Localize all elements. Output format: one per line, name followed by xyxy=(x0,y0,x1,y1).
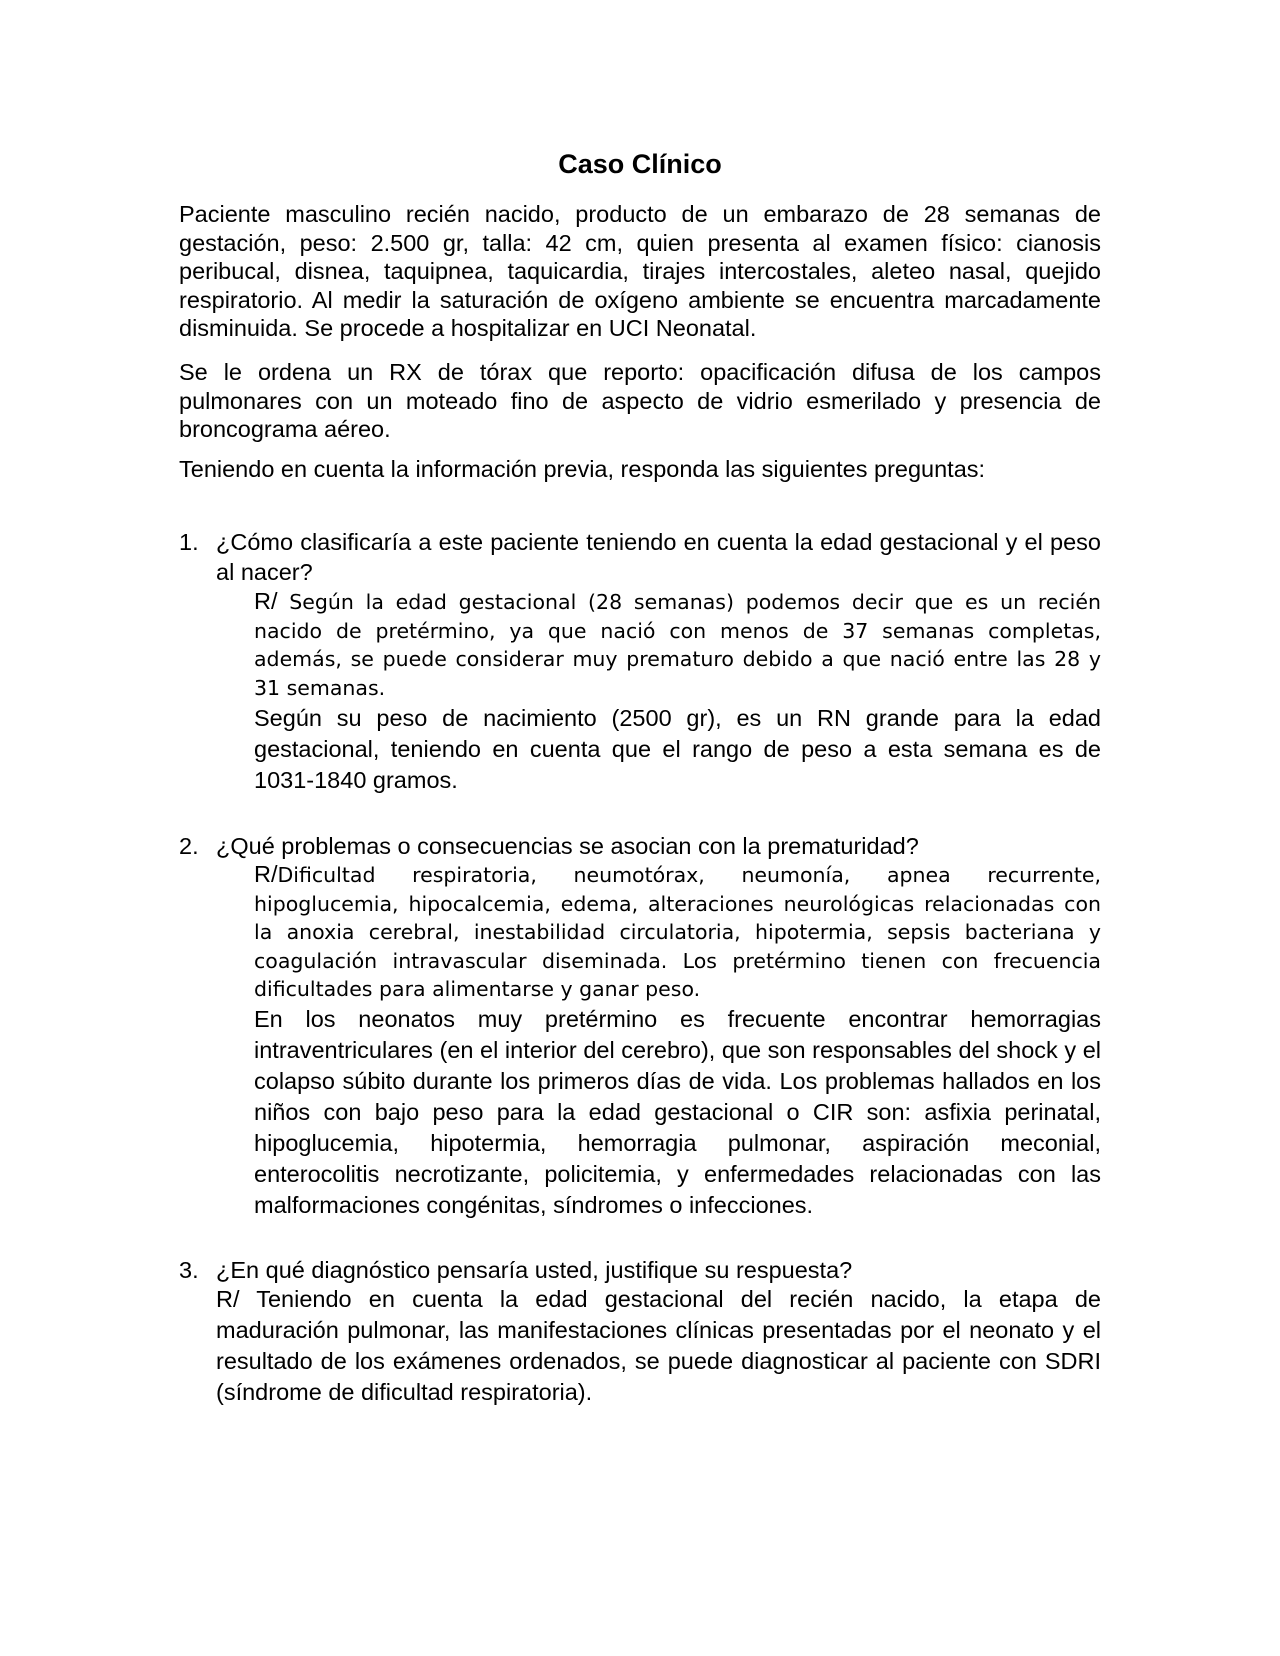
answer-text: En los neonatos muy pretérmino es frecuente encontrar hemorragias intraventriculares (en el interior del cerebro), que son responsables del shock y el colapso súbito durante los primeros días de vida. Los problemas hallados en los niños con bajo peso para la edad gestacional o CIR son: asfixia perinatal, hipoglucemia, hipotermia, hemorragia pulmonar, aspiración meconial, enterocolitis necrotizante, policitemia, y enfermedades relacionadas con las malformaciones congénitas, síndromes o infecciones. xyxy=(254,1006,1101,1218)
answer-label: R/ xyxy=(254,588,278,614)
question-text: ¿Qué problemas o consecuencias se asocian con la prematuridad? xyxy=(216,833,919,859)
answer-label: R/ xyxy=(254,861,278,887)
question-1 xyxy=(179,527,1101,587)
intro-paragraph-case: Paciente masculino recién nacido, producto de un embarazo de 28 semanas de gestación, peso: 2.500 gr, talla: 42 cm, quien presenta al examen físico: cianosis peribucal, disnea, taquipnea, taquicardia, tirajes intercostales, aleteo nasal, quejido respiratorio. Al medir la saturación de oxígeno ambiente se encuentra marcadamente disminuida. Se procede a hospitalizar en UCI Neonatal. xyxy=(179,201,1101,341)
answer-text: Según la edad gestacional (28 semanas) podemos decir que es un recién nacido de pretérmino, ya que nació con menos de 37 semanas completas, además, se puede considerar muy prematuro debido a que nació entre las 28 y 31 semanas. xyxy=(254,590,1101,700)
question-text: ¿En qué diagnóstico pensaría usted, justifique su respuesta? xyxy=(216,1257,853,1283)
answer-2-part-1 xyxy=(254,860,1101,1004)
intro-paragraph-xray: Se le ordena un RX de tórax que reporto: opacificación difusa de los campos pulmonares con un moteado fino de aspecto de vidrio esmerilado y presencia de broncograma aéreo. xyxy=(179,359,1101,442)
question-number: 1. xyxy=(179,529,199,555)
answer-3: R/ Teniendo en cuenta la edad gestacional del recién nacido, la etapa de maduración pulmonar, las manifestaciones clínicas presentadas por el neonato y el resultado de los exámenes ordenados, se puede diagnosticar al paciente con SDRI (síndrome de dificultad respiratoria). xyxy=(216,1286,1101,1405)
question-3 xyxy=(179,1255,1101,1285)
answer-2-part-2 xyxy=(254,1004,1101,1221)
page-title: Caso Clínico xyxy=(558,149,722,179)
question-2 xyxy=(179,831,1101,861)
intro-paragraph-instructions: Teniendo en cuenta la información previa, responda las siguientes preguntas: xyxy=(179,456,986,482)
question-number: 3. xyxy=(179,1257,199,1283)
answer-1-part-1 xyxy=(254,587,1101,702)
question-number: 2. xyxy=(179,833,199,859)
question-text: ¿Cómo clasificaría a este paciente teniendo en cuenta la edad gestacional y el peso al nacer? xyxy=(216,529,1101,585)
answer-text: Dificultad respiratoria, neumotórax, neumonía, apnea recurrente, hipoglucemia, hipocalcemia, edema, alteraciones neurológicas relacionadas con la anoxia cerebral, inestabilidad circulatoria, hipotermia, sepsis bacteriana y coagulación intravascular diseminada. Los pretérmino tienen con frecuencia dificultades para alimentarse y ganar peso. xyxy=(254,863,1101,1002)
answer-text: Según su peso de nacimiento (2500 gr), es un RN grande para la edad gestacional, teniendo en cuenta que el rango de peso a esta semana es de 1031-1840 gramos. xyxy=(254,705,1101,793)
answer-1-part-2 xyxy=(254,703,1101,796)
